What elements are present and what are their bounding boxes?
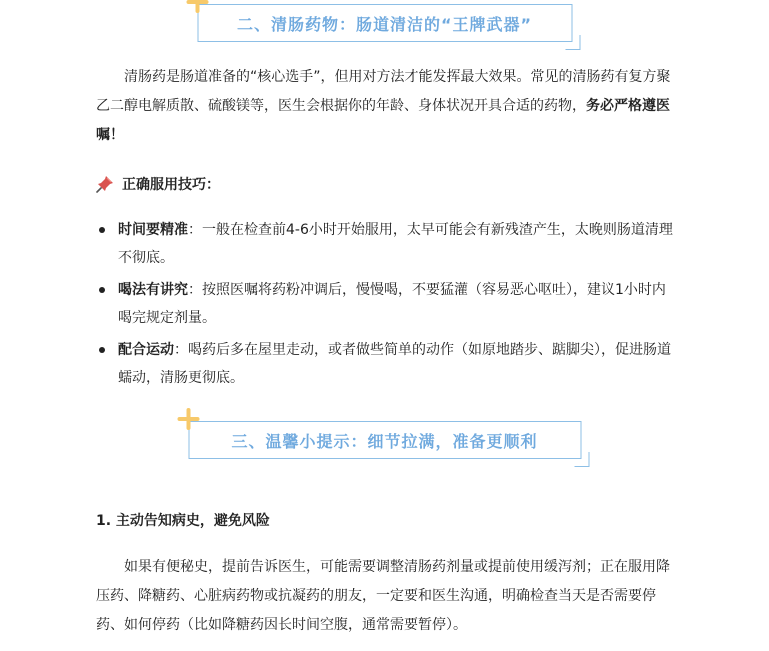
list-item (96, 336, 674, 392)
tips-list (96, 216, 674, 396)
list-item (96, 276, 674, 332)
tip-label: 配合运动 (118, 342, 174, 358)
corner-decoration (574, 452, 589, 467)
bullet-dot (99, 347, 105, 353)
tip-text: ：一般在检查前4-6小时开始服用，太早可能会有新残渣产生，太晚则肠道清理不彻底。 (118, 222, 673, 266)
tips-heading (96, 169, 220, 198)
point1-heading: 1. 主动告知病史，避免风险 (96, 513, 270, 529)
section-title-3 (188, 421, 581, 459)
intro-text: 清肠药是肠道准备的“核心选手”，但用对方法才能发挥最大效果。常见的清肠药有复方聚乙二醇电解质散、硫酸镁等，医生会根据你的年龄、身体状况开具合适的药物， (96, 69, 671, 114)
tip-text: ：按照医嘱将药粉冲调后，慢慢喝，不要猛灌（容易恶心呕吐），建议1小时内喝完规定剂量。 (118, 282, 666, 326)
section-title-text: 三、温馨小提示：细节拉满，准备更顺利 (231, 431, 538, 451)
tips-heading-text: 正确服用技巧： (122, 176, 220, 193)
tip-label: 时间要精准 (118, 222, 188, 238)
tip-text: ：喝药后多在屋里走动，或者做些简单的动作（如原地踏步、踮脚尖），促进肠道蠕动，清肠更彻底。 (118, 342, 671, 386)
section-title-text: 二、清肠药物：肠道清洁的“王牌武器” (236, 14, 533, 34)
section-title-2 (197, 4, 572, 42)
bullet-dot (99, 227, 105, 233)
list-item (96, 216, 674, 272)
plus-decoration-icon (186, 0, 208, 13)
bullet-dot (99, 287, 105, 293)
pushpin-icon (96, 175, 114, 193)
intro-paragraph (96, 63, 674, 150)
point1-paragraph: 如果有便秘史，提前告诉医生，可能需要调整清肠药剂量或提前使用缓泻剂；正在服用降压药、降糖药、心脏病药物或抗凝药的朋友，一定要和医生沟通，明确检查当天是否需要停药、如何停药（比如降糖药因长时间空腹，通常需要暂停）。 (96, 559, 670, 633)
plus-decoration-icon (177, 408, 199, 430)
intro-emphasis: 务必严格遵医嘱！ (96, 98, 670, 143)
tip-label: 喝法有讲究 (118, 282, 188, 298)
corner-decoration (565, 35, 580, 50)
